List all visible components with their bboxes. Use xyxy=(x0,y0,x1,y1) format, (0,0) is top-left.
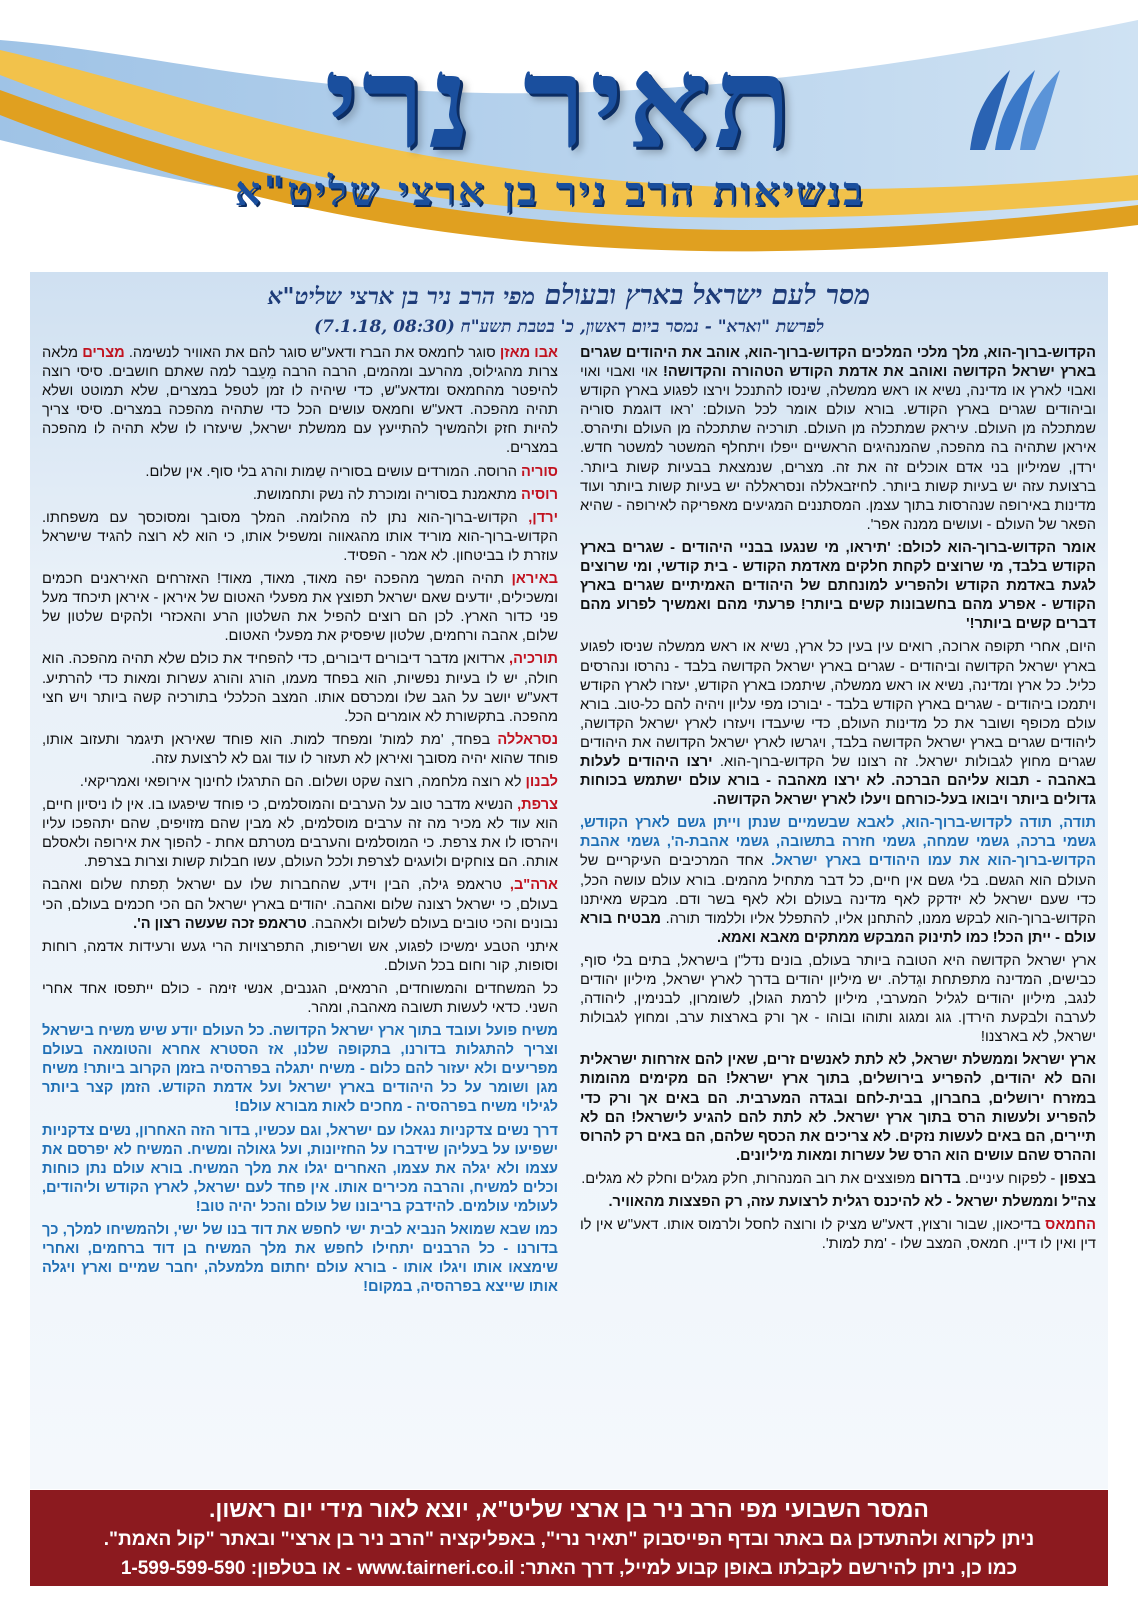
paragraph: דרך נשים צדקניות נגאלו עם ישראל, וגם עכשיו, בדור הזה האחרון, נשים צדקניות ישפיעו על בעליהן שידברו על החזיונות, ועל גאולה ומשיח. המשיח לא יפרסם את עצמו ולא יגלה את עצמו, האחרים יגלו את מלך המשיח. בורא עולם נתן כוחות וכלים למשיח, והרבה מכירים אותו. אין פחד לעם ישראל, לארץ הקודש וליהודים, לעולמי עולמים. להידבק בריבונו של עולם והכל יהיה טוב! xyxy=(42,1122,558,1215)
masthead-header xyxy=(0,0,1138,270)
paragraph: רוסיה מתאמנת בסוריה ומוכרת לה נשק ותחמושת. xyxy=(252,486,558,503)
paragraph: באיראן תהיה המשך מהפכה יפה מאוד, מאוד, מאוד! האזרחים האיראנים חכמים ומשכילים, יודעים שאם ישראל תפוצץ את מפעלי האטום של איראן - איראן תיכחד מעל פני כדור הארץ. לכן הם רוצים להפיל את השלטון הרע והאכזרי ולהקים שלטון של שלום, אהבה ורחמים, שלטון שיפסיק את מפעלי האטום. xyxy=(42,571,558,645)
footer-line-1: המסר השבועי מפי הרב ניר בן ארצי שליט"א, יוצא לאור מידי יום ראשון. xyxy=(209,1496,929,1522)
paragraph: ירדן, הקדוש-ברוך-הוא נתן לה מהלומה. המלך מסובך ומסוכסך עם משפחתו. הקדוש-ברוך-הוא מוריד אותו מהגאווה ומשפיל אותו, כי הוא לא רוצה להגיד שישראל עוזרת לו בביטחון. לא אמר - הפסיד. xyxy=(42,509,558,564)
article-title xyxy=(30,278,1108,315)
paragraph: צרפת, הנשיא מדבר טוב על הערבים והמוסלמים, כי פוחד שיפגעו בו. אין לו ניסיון חיים, הוא עוד לא מכיר מה זה ערבים מוסלמים, לא מבין שהם מזויפים, שהם יתהפכו עליו ויהרסו לו את צרפת. כי המוסלמים והערבים מטרתם אחת - להפוך את אירופה ולאסלם אותה. הם צוחקים ולועגים לצרפת ולכל העולם, עשו חבלות קשות וצרות בצרפת. xyxy=(42,797,558,871)
article-title-main: מסר לעם ישראל בארץ ובעולם xyxy=(544,280,871,311)
footer-line-3: כמו כן, ניתן להירשם לקבלתו באופן קבוע למייל, דרך האתר: www.tairneri.co.il - או בטלפון: 1-599-599-590 xyxy=(120,1558,1018,1579)
paragraph: תורכיה, ארדואן מדבר דיבורים דיבורים, כדי להפחיד את כולם שלא תהיה מהפכה. הוא חולה, יש לו בעיות נפשיות, הוא בפחד מעמו, הורג והורג עשרות ומאות כדי להרתיע. דאע"ש יושב על הגב שלו ומכרסם אותו. המצב הכלכלי בתורכיה קשה ביותר ויש חצי מהפכה. בתקשורת לא אומרים הכל. xyxy=(42,651,558,725)
masthead-subtitle: בנשיאות הרב ניר בן ארצי שליט"א xyxy=(234,168,866,215)
paragraph: משיח פועל ועובד בתוך ארץ ישראל הקדושה. כל העולם יודע שיש משיח בישראל וצריך להתגלות בדורנו, בתקופה שלנו, אז הסטרא אחרא והטומאה בעולם מפריעים ולא יעזור להם כלום - משיח יתגלה בפרהסיה בזמן הקרוב ביותר! משיח מגן ושומר על כל היהודים בארץ ישראל ועל אדמת הקודש. הזמן קצר ביותר לגילוי משיח בפרהסיה - מחכים לאות מבורא עולם! xyxy=(42,1023,558,1116)
article-title-by: מפי הרב ניר בן ארצי שליט"א xyxy=(267,283,536,310)
paragraph: ארץ ישראל הקדושה היא הטובה ביותר בעולם, בונים נדל"ן בישראל, בתים בלי סוף, כבישים, המדינה מתפתחת וגֵדלה. יש מיליון יהודים בדרך לארץ ישראל, מיליון יהודים לנגב, מיליון יהודים לגליל המערבי, מיליון לרמת הגולן, לשומרון, לבנימין, ליהודה, לערבה ולבקעת הירדן. גוג ומגוג ותוהו ובוהו - אך ורק בארצות ערב, ומחוץ לגבולות ישראל, לא בארצנו! xyxy=(580,952,1096,1046)
paragraph: היום, אחרי תקופה ארוכה, רואים עין בעין כל ארץ, נשיא או ראש ממשלה שניסו לפגוע בארץ ישראל הקדושה וביהודים - שגרים בארץ ישראל הקדושה בלבד - נהרסו ונהרסים כליל. כל ארץ ומדינה, נשיא או ראש ממשלה, שיתמכו בארץ הקודש, יעזרו לארץ הקודש ויתמכו ביהודים - שגרים בארץ הקודש בלבד - יבורכו מפי עליון ויהיה להם כל-טוב. בורא עולם מכופף ושובר את כל מדינות העולם, כדי שיעבדו ויעזרו לארץ ישראל הקדושה, ליהודים שגרים בארץ ישראל הקדושה בלבד, ויגרשו לארץ ישראל הקדושה את היהודים שגרים מחוץ לגבולות ישראל. זה רצונו של הקדוש-ברוך-הוא. ירצו היהודים לעלות באהבה - תבוא עליהם הברכה. לא ירצו מאהבה - בורא עולם ישתמש בכוחות גדולים ביותר ויבואו בעל-כורחם ויעלו לארץ ישראל הקדושה. xyxy=(580,639,1096,809)
footer-banner xyxy=(30,1490,1108,1586)
paragraph: איתני הטבע ימשיכו לפגוע, אש ושריפות, התפרצויות הרי געש ורעידות אדמה, רוחות וסופות, קור וחום בכל העולם. xyxy=(42,938,558,974)
paragraph: ארה"ב, טראמפ גילה, הבין וידע, שהחברות שלו עם ישראל תִפתח שלום ואהבה בעולם, כי ישראל רצונה שלום ואהבה. יהודים בארץ ישראל הם הכי חכמים בעולם, הכי נבונים והכי טובים בעולם לשלום ולאהבה. טראמפ זכה שעשה רצון ה'. xyxy=(42,877,558,932)
paragraph: סוריה הרוסה. המורדים עושים בסוריה שַמות והרג בלי סוף. אין שלום. xyxy=(145,463,558,480)
paragraph: נסראללה בפחד, 'מת למות' ומפחד למות. הוא פוחד שאיראן תיגמר ותעזוב אותו, פוחד שהוא יהיה מסובך ואיראן לא תעזור לו עוד וגם לא לרצועת עזה. xyxy=(42,731,558,767)
paragraph: תודה, תודה לקדוש-ברוך-הוא, לאבא שבשמיים שנתן וייתן גשם לארץ הקודש, גשמי ברכה, גשמי שמחה, גשמי חזרה בתשובה, גשמי אהבת-ה', גשמי אהבת הקדוש-ברוך-הוא את עמו היהודים בארץ ישראל. אחד המרכיבים העיקריים של העולם הוא הגשם. בלי גשם אין חיים, כל דבר מתחיל מהמים. בורא עולם עושה הכל, כדי שעם ישראל לא יזדקק לאף מדינה בעולם ולא לאף בשר ודם. מבקש מאיתנו הקדוש-ברוך-הוא לבקש ממנו, להתחנן אליו, להתפלל אליו וללמוד תורה. מבטיח בורא עולם - ייתן הכל! כמו לתינוק המבקש ממתקים מאבא ואמא. xyxy=(580,815,1096,946)
paragraph: כל המשחדים והמשוחדים, הרמאים, הגנבים, אנשי זימה - כולם ייתפסו אחד אחרי השני. כדאי לעשות תשובה מאהבה, ומהר. xyxy=(42,980,558,1016)
paragraph: הקדוש-ברוך-הוא, מלך מלכי המלכים הקדוש-ברוך-הוא, אוהב את היהודים שגרים בארץ ישראל הקדושה ואוהב את אדמת הקודש הטהורה והקדושה! אוי ואבוי ואוי ואבוי לארץ או מדינה, נשיא או ראש ממשלה, שינסו להתנכל וירצו לפגוע בארץ הקודש וביהודים שגרים בארץ הקודש. בורא עולם אומר לכל העולם: 'ראו דוגמת סוריה שמתכלה מן העולם. עיראק שמתכלה מן העולם. תורכיה שתתכלה מן העולם ותיהרס. איראן שתהיה בה מהפכה, שהמנהיגים הראשיים ייפלו ויתחלף המשטר למשטר חדש. ירדן, שמיליון בני אדם אוכלים זה את זה. מצרים, שנמצאת בבעיות קשות ביותר. ברצועת עזה יש בעיות קשות ביותר. לחיזבאללה ונסראללה יש בעיות קשות ביותר ועוד מדינות באירופה שנהרסות בתוך עצמן. המסתננים המגיעים מאפריקה לאירופה - שהיא הפאר של העולם - ועושים ממנה אפר'. xyxy=(580,345,1096,533)
paragraph: ארץ ישראל וממשלת ישראל, לא לתת לאנשים זרים, שאין להם אזרחות ישראלית והם לא יהודים, להפריע בירושלים, בתוך ארץ ישראל! הם מקימים מהומות במזרח ירושלים, בחברון, בבית-לחם ובגדה המערבית. הם באים אך ורק כדי להפריע ולעשות הרס בתוך ארץ ישראל. לא לתת להם להגיע לישראל! הם לא תיירים, הם באים לעשות נזקים. לא צריכים את הכסף שלהם, הם באים רק להרוס וההרס שהם עושים הוא הרס של עשרות ומאות מיליונים. xyxy=(580,1052,1096,1164)
paragraph: אומר הקדוש-ברוך-הוא לכולם: 'תיראו, מי שנגעו בבניי היהודים - שגרים בארץ הקודש בלבד, מי שרוצים לקחת חלקים מאדמת הקודש - בית קודשי, ומי שרוצים לגעת באדמת הקודש ולהפריע למונחתם של היהודים האמיתיים שגרים בארץ הקודש - אפרע מהם בחשבונות קשים ביותר! פרעתי מהם ואמשיך לפרוע מהם דברים קשים ביותר!' xyxy=(580,539,1096,633)
article-panel xyxy=(30,272,1108,1489)
paragraph: צה"ל וממשלת ישראל - לא להיכנס רגלית לרצועת עזה, רק הפצצות מהאוויר. xyxy=(608,1194,1096,1211)
right-column xyxy=(580,344,1096,1483)
paragraph: כמו שבא שמואל הנביא לבית ישי לחפש את דוד בנו של ישי, ולהמשיחו למלך, כך בדורנו - כל הרבנים יתחילו לחפש את מלך המשיח בן דוד ברחמים, ואחרי שימצאו אותו ויגלו אותו - בורא עולם יחתום מלמעלה, יחבר שמיים וארץ ויגלה אותו שייצא בפרהסיה, במקום! xyxy=(42,1222,558,1296)
masthead-title: תאיר נרי xyxy=(324,28,796,178)
article-header xyxy=(30,272,1108,339)
paragraph: בצפון - לפקוח עיניים. בדרום מפוצצים את רוב המנהרות, חלק מגלים וחלק לא מגלים. xyxy=(581,1170,1096,1187)
article-columns xyxy=(42,344,1096,1483)
footer-line-2: ניתן לקרוא ולהתעדכן גם באתר ובדף הפייסבוק "תאיר נרי", באפליקציה "הרב ניר בן ארצי" ובאתר "קול האמת". xyxy=(103,1529,1035,1550)
paragraph: לבנון לא רוצה מלחמה, רוצה שקט ושלום. הם התרגלו לחינוך אירופאי ואמריקאי. xyxy=(79,773,558,790)
left-column xyxy=(42,344,558,1483)
paragraph: אבו מאזן סוגר לחמאס את הברז ודאע"ש סוגר להם את האוויר לנשימה. מצרים מלאה צרות מהגילוס, מהרעב ומהמים, הרבה הרבה מֵעֵבר למה שאתם חושבים. סיסי רוצה להיפטר מהחמאס ומדאע"ש, כדי שיהיה לו זמן לטפל במצרים, שלא תמוטט ושלא תהיה מהפכה. דאע"ש וחמאס עושים הכל כדי שתהיה מהפכה במצרים. סיסי צריך להיות חזק ולהמשיך להתייעץ עם ממשלת ישראל, שיעזרו לו שלא תהיה לו מהפכה במצרים. xyxy=(42,345,558,457)
paragraph: החמאס בדיכאון, שבור ורצוץ, דאע"ש מציק לו ורוצה לחסל ולרמוס אותו. דאע"ש אין לו דין ואין לו דיין. חמאס, המצב שלו - 'מת למות'. xyxy=(580,1217,1096,1253)
article-subtitle: לפרשת "וארא" - נמסר ביום ראשון, כ' בטבת תשע"ח (08:30 ,7.1.18) xyxy=(314,317,824,337)
